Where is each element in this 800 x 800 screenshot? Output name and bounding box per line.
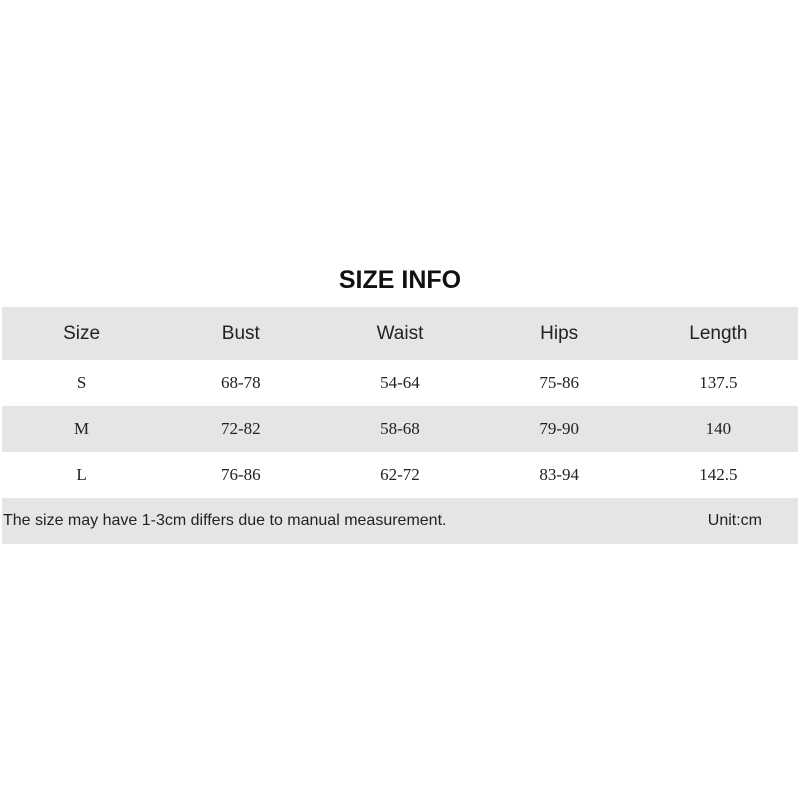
table-header-row	[2, 307, 798, 360]
cell-size: S	[76, 373, 87, 392]
cell-hips: 75-86	[539, 373, 579, 392]
table-row-s	[2, 360, 798, 406]
cell-bust: 68-78	[220, 373, 261, 392]
cell-bust: 76-86	[220, 465, 261, 484]
header-waist: Waist	[376, 322, 424, 344]
cell-bust: 72-82	[220, 419, 261, 438]
cell-waist: 54-64	[380, 373, 420, 392]
table-row-m	[2, 406, 798, 452]
cell-length: 137.5	[699, 373, 738, 392]
table-note-row	[2, 498, 798, 544]
unit-label: Unit:cm	[707, 512, 762, 529]
header-bust: Bust	[221, 322, 260, 344]
header-hips: Hips	[540, 322, 579, 344]
header-size: Size	[63, 322, 101, 344]
cell-hips: 79-90	[539, 419, 579, 438]
header-length: Length	[689, 322, 748, 344]
size-table	[2, 307, 798, 544]
measurement-note: The size may have 1-3cm differs due to manual measurement.	[3, 512, 447, 529]
page-title: SIZE INFO	[338, 266, 462, 294]
cell-hips: 83-94	[539, 465, 579, 484]
cell-waist: 58-68	[380, 419, 420, 438]
cell-size: M	[74, 419, 90, 438]
cell-waist: 62-72	[380, 465, 420, 484]
table-row-l	[2, 452, 798, 498]
cell-length: 140	[705, 419, 732, 438]
cell-length: 142.5	[699, 465, 738, 484]
cell-size: L	[76, 465, 87, 484]
